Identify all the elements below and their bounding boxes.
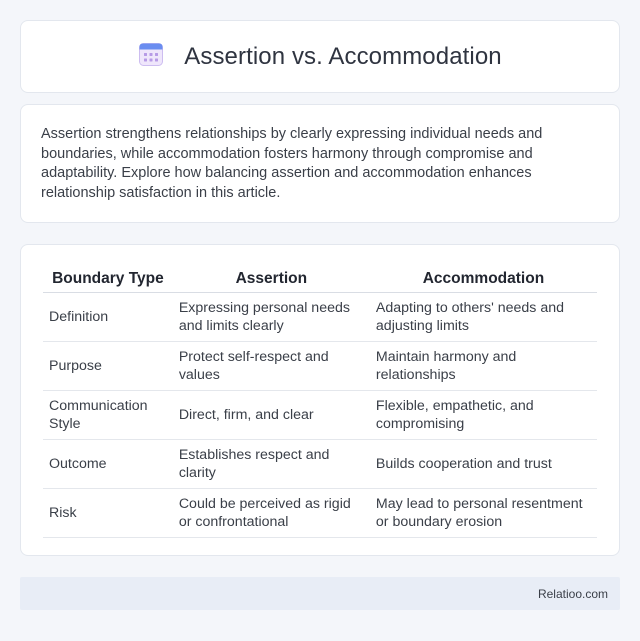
table-cell: Builds cooperation and trust xyxy=(370,440,597,489)
intro-card xyxy=(20,104,620,223)
table-cell: Risk xyxy=(43,489,173,538)
table-row xyxy=(43,489,597,538)
table-cell: Protect self-respect and values xyxy=(173,342,370,391)
table-cell: Purpose xyxy=(43,342,173,391)
header-card xyxy=(20,20,620,93)
table-cell: May lead to personal resentment or boundary erosion xyxy=(370,489,597,538)
table-cell: Expressing personal needs and limits clearly xyxy=(173,293,370,342)
table-row xyxy=(43,440,597,489)
table-cell: Communication Style xyxy=(43,391,173,440)
table-cell: Maintain harmony and relationships xyxy=(370,342,597,391)
table-cell: Could be perceived as rigid or confrontational xyxy=(173,489,370,538)
page-title: Assertion vs. Accommodation xyxy=(184,42,502,70)
table-row xyxy=(43,391,597,440)
footer xyxy=(20,577,620,610)
header xyxy=(138,41,502,72)
footer-brand: Relatioo.com xyxy=(537,586,608,601)
calendar-icon xyxy=(138,41,164,72)
table-cell: Outcome xyxy=(43,440,173,489)
table-header-row xyxy=(43,263,597,293)
table-row xyxy=(43,293,597,342)
comparison-card xyxy=(20,244,620,556)
table-row xyxy=(43,342,597,391)
table-cell: Flexible, empathetic, and compromising xyxy=(370,391,597,440)
column-header: Accommodation xyxy=(370,263,597,293)
comparison-table xyxy=(43,263,597,538)
table-cell: Direct, firm, and clear xyxy=(173,391,370,440)
column-header: Boundary Type xyxy=(43,263,173,293)
table-cell: Establishes respect and clarity xyxy=(173,440,370,489)
table-cell: Definition xyxy=(43,293,173,342)
intro-paragraph: Assertion strengthens relationships by clearly expressing individual needs and boundaries, while accommodation fosters harmony through compromise and adaptability. Explore how balancing assertion and accommodation enhances relationship satisfaction in this article. xyxy=(41,126,543,201)
table-cell: Adapting to others' needs and adjusting limits xyxy=(370,293,597,342)
column-header: Assertion xyxy=(173,263,370,293)
